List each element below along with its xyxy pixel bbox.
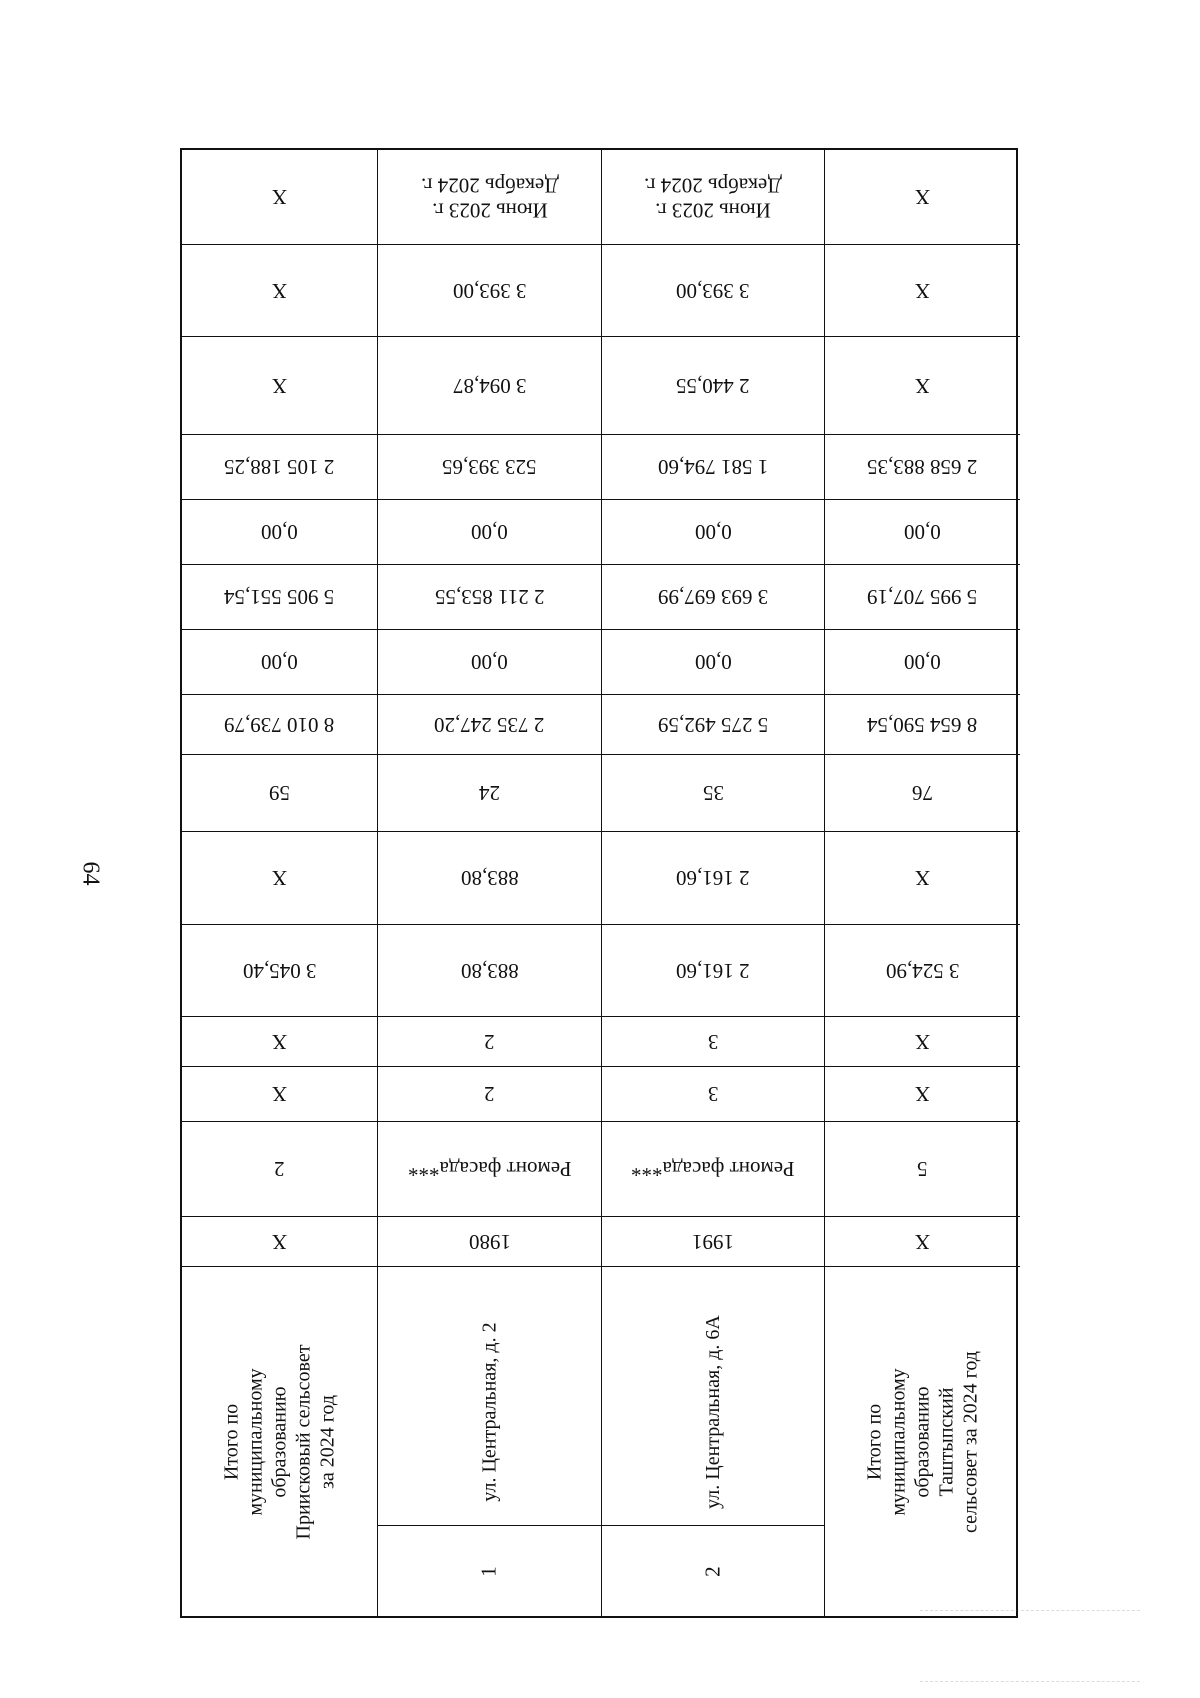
index-cell [602,1525,824,1617]
row-index: 1 [476,1566,501,1577]
table-cell-people [182,755,377,832]
table-cell-year [825,1217,1020,1267]
table-cell-total [602,695,824,755]
table-column [602,150,825,1616]
cell-text: Ремонт фасада*** [631,1157,795,1182]
table-cell-unit2 [602,245,824,337]
table-cell-zero2 [378,630,601,695]
cell-text: X [914,1230,931,1255]
table-cell-zero1 [378,500,601,565]
cell-text: 59 [269,781,290,806]
table-cell-work [602,1122,824,1217]
table-cell-total [825,695,1020,755]
table-cell-fund [378,565,601,630]
cell-text: 1980 [468,1230,511,1255]
table-cell-area2 [825,832,1020,925]
cell-text: 76 [912,781,933,806]
table-cell-fund [825,565,1020,630]
cell-text: 3 094,87 [452,374,527,399]
table-cell-fund [182,565,377,630]
cell-text: 2 211 853,55 [434,585,545,610]
table-cell-area [182,925,377,1017]
cell-text: 2 161,60 [676,959,750,984]
table-cell-c2 [378,1067,601,1122]
table-cell-zero1 [602,500,824,565]
cell-text: X [271,866,288,891]
cell-text: 523 393,65 [442,455,537,480]
table-cell-c1 [182,1017,377,1067]
cell-text: 8 654 590,54 [867,713,978,738]
cell-text: 24 [479,781,500,806]
cell-text: Ремонт фасада*** [407,1157,572,1182]
row-index: 2 [700,1566,725,1577]
table-cell-unit1 [378,337,601,435]
cell-text: 3 524,90 [885,959,960,984]
cell-text: X [914,1082,931,1107]
cell-text: Июнь 2023 г. Декабрь 2024 г. [420,173,559,223]
cell-text: Июнь 2023 г. Декабрь 2024 г. [644,173,782,223]
cell-text: 2 105 188,25 [224,455,335,480]
table-cell-people [378,755,601,832]
cell-text: X [271,279,288,304]
table-cell-name [378,1267,601,1616]
cell-text: X [271,1030,288,1055]
table-cell-c1 [602,1017,824,1067]
table-cell-area2 [378,832,601,925]
table-cell-fund [602,565,824,630]
table-cell-year [602,1217,824,1267]
cell-text: 883,80 [460,959,519,984]
table-cell-own [825,435,1020,500]
table-cell-total [378,695,601,755]
index-cell [378,1525,601,1617]
cell-text: 3 393,00 [452,279,527,304]
cell-text: 2 [274,1157,285,1182]
table-cell-name [182,1267,377,1616]
table-cell-term [182,150,377,245]
table-cell-area2 [182,832,377,925]
cell-text: 5 905 551,54 [224,585,335,610]
table-cell-term [378,150,601,245]
cell-text: Итого по муниципальному образованию Таштыпский сельсовет за 2024 год [863,1350,982,1533]
cell-text: 2 161,60 [676,866,750,891]
table-cell-total [182,695,377,755]
cell-text: 5 275 492,59 [657,713,769,738]
cell-text: 3 [707,1030,719,1055]
table-cell-name [825,1267,1020,1616]
cell-text: X [271,1230,288,1255]
data-table [180,148,1018,1618]
cell-text: 883,80 [460,866,519,891]
cell-text: X [914,374,931,399]
cell-text: 2 [484,1082,495,1107]
cell-text: ул. Центральная, д. 2 [478,1321,501,1502]
cell-text: X [271,185,288,210]
cell-text: X [271,374,288,399]
cell-text: 0,00 [471,650,508,675]
table-cell-unit1 [825,337,1020,435]
cell-text: 1991 [692,1230,734,1255]
table-cell-unit1 [602,337,824,435]
cell-text: 0,00 [694,650,732,675]
table-cell-unit2 [182,245,377,337]
cell-text: X [914,185,931,210]
cell-text: 0,00 [261,520,298,545]
table-cell-c2 [182,1067,377,1122]
cell-text: 0,00 [261,650,298,675]
cell-text: ул. Центральная, д. 6А [702,1314,724,1509]
cell-text: 3 045,40 [242,959,317,984]
table-cell-c1 [825,1017,1020,1067]
cell-text: X [914,866,931,891]
cell-text: 1 581 794,60 [657,455,769,480]
cell-text: X [914,279,931,304]
table-cell-own [602,435,824,500]
table-cell-work [825,1122,1020,1217]
cell-text: 0,00 [694,520,732,545]
table-cell-zero2 [182,630,377,695]
table-cell-c1 [378,1017,601,1067]
table-cell-people [825,755,1020,832]
page-number: 64 [77,861,104,886]
cell-text: 2 [484,1030,495,1055]
table-cell-people [602,755,824,832]
table-cell-zero2 [825,630,1020,695]
table-cell-own [182,435,377,500]
table-column [378,150,602,1616]
cell-text: 3 693 697,99 [657,585,769,610]
cell-text: 2 440,55 [676,374,750,399]
table-cell-c2 [825,1067,1020,1122]
cell-text: 2 658 883,35 [867,455,978,480]
cell-text: Итого по муниципальному образованию Приисковый сельсовет за 2024 год [220,1344,339,1539]
table-cell-own [378,435,601,500]
cell-text: 0,00 [904,650,941,675]
table-cell-area [378,925,601,1017]
table-cell-work [378,1122,601,1217]
table-cell-area2 [602,832,824,925]
table-cell-area [602,925,824,1017]
table-cell-zero1 [182,500,377,565]
cell-text: 2 735 247,20 [434,713,545,738]
cell-text: 5 [917,1157,928,1182]
table-cell-c2 [602,1067,824,1122]
table-column [825,150,1020,1616]
table-cell-year [182,1217,377,1267]
table-cell-term [825,150,1020,245]
table-column [182,150,378,1616]
table-cell-year [378,1217,601,1267]
cell-text: 35 [702,781,724,806]
cell-text: 3 393,00 [676,279,750,304]
table-cell-unit2 [378,245,601,337]
table-cell-zero2 [602,630,824,695]
table-cell-area [825,925,1020,1017]
cell-text: X [271,1082,288,1107]
table-cell-unit2 [825,245,1020,337]
table-cell-unit1 [182,337,377,435]
cell-text: 5 995 707,19 [867,585,978,610]
cell-text: X [914,1030,931,1055]
cell-text: 8 010 739,79 [224,713,335,738]
cell-text: 3 [707,1082,719,1107]
table-cell-term [602,150,824,245]
table-cell-work [182,1122,377,1217]
stamp-mark [920,1610,1140,1682]
table-cell-zero1 [825,500,1020,565]
cell-text: 0,00 [471,520,508,545]
table-cell-name [602,1267,824,1616]
cell-text: 0,00 [904,520,941,545]
